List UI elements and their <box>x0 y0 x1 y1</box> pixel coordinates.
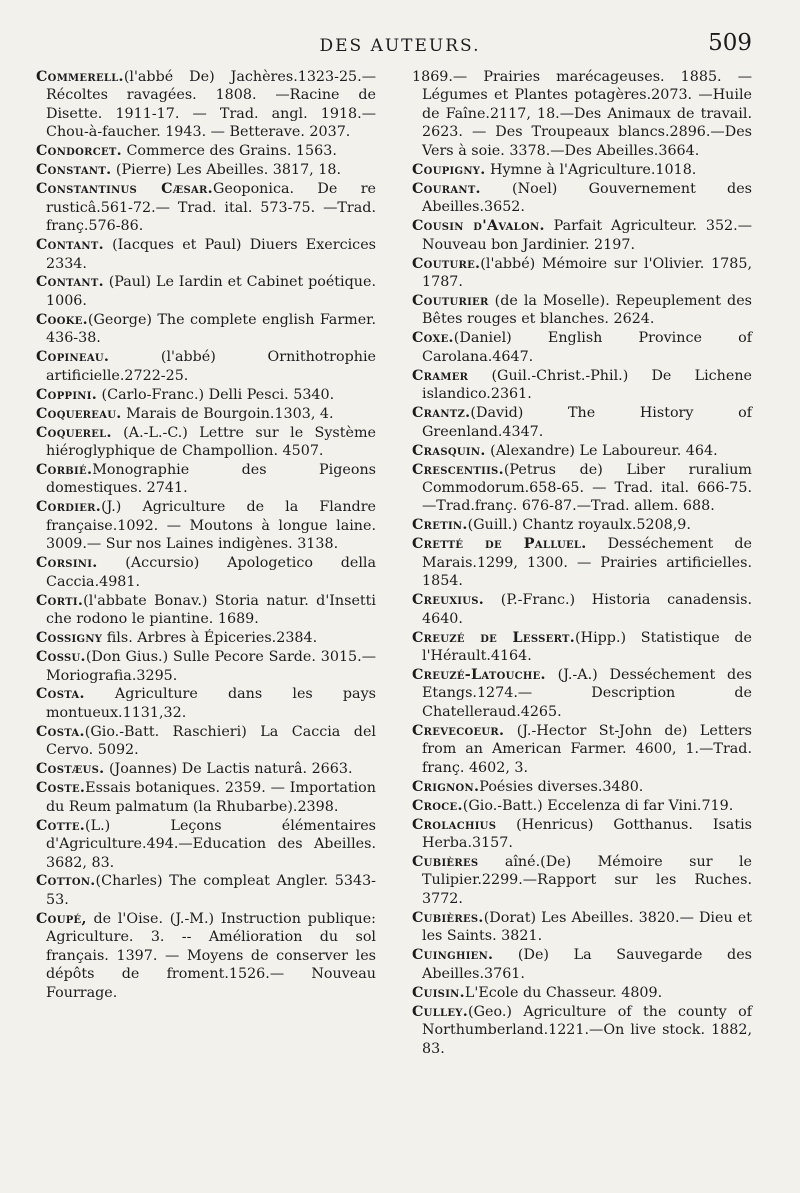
index-entry <box>412 909 752 946</box>
index-entry <box>36 872 376 909</box>
author-name: Croce. <box>412 797 463 814</box>
author-name: Culley. <box>412 1003 469 1020</box>
author-name: Cubières. <box>412 909 484 926</box>
index-entry <box>412 853 752 908</box>
entry-text: Desséchement de Marais.1299, 1300. — Prairies artificielles. 1854. <box>422 536 752 590</box>
entry-text: (A.-L.-C.) Lettre sur le Système hiéroglyphique de Champollion. 4507. <box>46 424 376 460</box>
entry-text: fils. Arbres à Épiceries.2384. <box>102 630 318 647</box>
entry-text: Geoponica. De re rusticâ.561-72.— Trad. ital. 573-75. —Trad. franç.576-86. <box>46 181 376 235</box>
index-entry <box>412 629 752 666</box>
entry-text: (Charles) The compleat Angler. 5343-53. <box>46 873 376 908</box>
entry-text: (De) La Sauvegarde des Abeilles.3761. <box>422 947 752 982</box>
entry-text: (Joannes) De Lactis naturâ. 2663. <box>104 761 353 778</box>
index-entry <box>36 498 376 553</box>
index-entry <box>412 591 752 628</box>
entry-text: (l'abbé) Ornithotrophie artificielle.2722-25. <box>46 349 376 384</box>
entry-text: (Guill.) Chantz royaulx.5208,9. <box>467 517 691 534</box>
author-name: Cotte. <box>36 817 86 834</box>
entry-text: de l'Oise. (J.-M.) Instruction publique: Agriculture. 3. -- Amélioration du sol français. 1397. — Moyens de conserver les dépôts de froment.1526.— Nouveau Fourrage. <box>46 910 376 1001</box>
entry-text: (Geo.) Agriculture of the county of Northumberland.1221.—On live stock. 1882, 83. <box>422 1003 752 1057</box>
author-name: Crolachius <box>412 816 497 833</box>
author-name: Cousin d'Avalon. <box>412 218 545 235</box>
index-entry <box>412 1003 752 1058</box>
index-entry <box>36 723 376 760</box>
author-name: Couture. <box>412 255 481 272</box>
author-name: Coupé, <box>36 910 87 927</box>
page-number: 509 <box>708 30 752 56</box>
running-head: DES AUTEURS. <box>319 36 481 56</box>
author-name: Cooke. <box>36 311 88 328</box>
author-name: Costa. <box>36 686 85 703</box>
entry-text: (Don Gius.) Sulle Pecore Sarde. 3015.—Moriografia.3295. <box>46 649 376 684</box>
entry-text: (Gio.-Batt. Raschieri) La Caccia del Cervo. 5092. <box>46 723 376 759</box>
author-name: Cotton. <box>36 873 96 890</box>
index-entry <box>36 273 376 310</box>
index-entry <box>36 68 376 142</box>
index-entry <box>36 386 376 404</box>
entry-text: (J.-A.) Desséchement des Etangs.1274.— Description de Chatelleraud.4265. <box>422 667 752 720</box>
author-name: Cuisin. <box>412 984 465 1001</box>
entry-text: (Accursio) Apologetico della Caccia.4981. <box>46 555 376 590</box>
entry-text: (Noel) Gouvernement des Abeilles.3652. <box>422 180 752 216</box>
author-name: Crasquin. <box>412 442 486 459</box>
left-column <box>36 68 376 1003</box>
author-name: Cordier. <box>36 499 102 516</box>
entry-text: (l'abbé) Mémoire sur l'Olivier. 1785, 1787. <box>422 255 752 290</box>
author-name: Coste. <box>36 780 86 797</box>
author-name: Creuzé de Lessert. <box>412 629 576 646</box>
author-name: Cossu. <box>36 649 86 666</box>
entry-text: (Alexandre) Le Laboureur. 464. <box>485 442 718 459</box>
index-entry <box>36 592 376 629</box>
index-entry <box>36 760 376 778</box>
index-entry <box>412 217 752 254</box>
entry-text: (Hipp.) Statistique de l'Hérault.4164. <box>422 629 752 665</box>
entry-text: (L.) Leçons élémentaires d'Agriculture.494.—Education des Abeilles. 3682, 83. <box>46 817 376 871</box>
author-name: Corsini. <box>36 555 98 572</box>
author-name: Copineau. <box>36 349 110 366</box>
index-entry <box>36 424 376 461</box>
author-name: Cretté de Palluel. <box>412 536 587 553</box>
index-entry <box>36 554 376 591</box>
entry-text: (Carlo-Franc.) Delli Pesci. 5340. <box>97 386 335 403</box>
entry-text: Parfait Agriculteur. 352.—Nouveau bon Jardinier. 2197. <box>422 218 752 253</box>
author-name: Crantz. <box>412 405 471 422</box>
entry-text: (J.) Agriculture de la Flandre française.1092. — Moutons à longue laine. 3009.— Sur nos Laines indigènes. 3138. <box>46 499 376 553</box>
author-name: Coquereau. <box>36 405 122 422</box>
author-name: Contant. <box>36 237 104 254</box>
index-entry <box>412 292 752 329</box>
author-name: Creuxius. <box>412 592 485 609</box>
index-entry <box>36 142 376 160</box>
author-name: Constant. <box>36 162 112 179</box>
index-entry <box>412 255 752 292</box>
index-entry <box>412 161 752 179</box>
author-name: Constantinus Cæsar. <box>36 181 213 198</box>
author-name: Cuinghien. <box>412 947 494 964</box>
entry-text: (Daniel) English Province of Carolana.4647. <box>422 330 752 365</box>
entry-text: (George) The complete english Farmer. 436-38. <box>46 311 376 347</box>
index-entry <box>36 348 376 385</box>
entry-text: (David) The History of Greenland.4347. <box>422 405 752 440</box>
entry-text: (Henricus) Gotthanus. Isatis Herba.3157. <box>422 816 752 852</box>
index-entry <box>412 461 752 516</box>
entry-text: (Gio.-Batt.) Eccelenza di far Vini.719. <box>462 797 734 814</box>
entry-text: (P.-Franc.) Historia canadensis. 4640. <box>422 592 752 627</box>
author-name: Coxe. <box>412 330 454 347</box>
author-name: Coppini. <box>36 386 98 403</box>
index-entry <box>36 685 376 722</box>
entry-text: Poésies diverses.3480. <box>479 778 644 795</box>
author-name: Crevecoeur. <box>412 722 505 739</box>
author-name: Costæus. <box>36 761 105 778</box>
index-entry <box>412 442 752 460</box>
entry-text: Hymne à l'Agriculture.1018. <box>485 161 697 178</box>
index-entry <box>412 535 752 590</box>
entry-text: Essais botaniques. 2359. — Importation du Reum palmatum (la Rhubarbe).2398. <box>46 780 376 815</box>
author-name: Coupigny. <box>412 161 486 178</box>
index-entry <box>36 180 376 235</box>
index-entry <box>412 68 752 160</box>
index-entry <box>412 778 752 796</box>
index-entry <box>36 236 376 273</box>
entry-text: (Paul) Le Iardin et Cabinet poétique. 1006. <box>46 274 376 309</box>
entry-text: Monographie des Pigeons domestiques. 2741. <box>46 462 376 497</box>
entry-text: (Pierre) Les Abeilles. 3817, 18. <box>111 162 341 179</box>
entry-text: Marais de Bourgoin.1303, 4. <box>121 405 334 422</box>
entry-text: (Petrus de) Liber ruralium Commodorum.658-65. — Trad. ital. 666-75.—Trad.franç. 676-87.—Trad. allem. 688. <box>422 461 752 515</box>
author-name: Costa. <box>36 723 85 740</box>
right-column <box>412 68 752 1059</box>
author-name: Corti. <box>36 592 84 609</box>
index-entry <box>412 367 752 404</box>
index-entry <box>36 648 376 685</box>
index-entry <box>36 161 376 179</box>
author-name: Coquerel. <box>36 424 112 441</box>
index-entry <box>412 666 752 721</box>
index-entry <box>36 779 376 816</box>
index-entry <box>412 404 752 441</box>
entry-text: Commerce des Grains. 1563. <box>121 143 337 160</box>
author-name: Cubières <box>412 854 479 871</box>
author-name: Cramer <box>412 367 469 384</box>
author-name: Condorcet. <box>36 143 122 160</box>
author-name: Commerell. <box>36 69 124 85</box>
index-entry <box>412 722 752 777</box>
index-entry <box>412 180 752 217</box>
entry-text: (de la Moselle). Repeuplement des Bêtes rouges et blanches. 2624. <box>422 292 752 328</box>
entry-text: (Guil.-Christ.-Phil.) De Lichene islandico.2361. <box>422 367 752 403</box>
author-name: Couturier <box>412 292 489 309</box>
author-name: Courant. <box>412 180 481 197</box>
index-entry <box>36 629 376 647</box>
author-name: Crignon. <box>412 778 480 795</box>
index-entry <box>412 797 752 815</box>
index-entry <box>36 461 376 498</box>
index-entry <box>36 405 376 423</box>
index-entry <box>36 910 376 1002</box>
entry-text: (Dorat) Les Abeilles. 3820.— Dieu et les Saints. 3821. <box>422 909 752 945</box>
index-entry <box>412 329 752 366</box>
author-name: Cretin. <box>412 517 468 534</box>
index-entry <box>412 984 752 1002</box>
index-entry <box>412 946 752 983</box>
entry-text: (J.-Hector St-John de) Letters from an American Farmer. 4600, 1.—Trad. franç. 4602, 3. <box>422 722 752 776</box>
author-name: Contant. <box>36 274 104 291</box>
entry-text: aîné.(De) Mémoire sur le Tulipier.2299.—Rapport sur les Ruches. 3772. <box>422 854 752 907</box>
index-entry <box>412 516 752 534</box>
index-entry <box>412 816 752 853</box>
entry-text: 1869.— Prairies marécageuses. 1885. —Légumes et Plantes potagères.2073. —Huile de Faîne.2117, 18.—Des Animaux de travail. 2623. — Des Troupeaux blancs.2896.—Des Vers à soie. 3378.—Des Abeilles.3664. <box>412 69 752 159</box>
entry-text: Agriculture dans les pays montueux.1131,32. <box>46 686 376 721</box>
entry-text: (Iacques et Paul) Diuers Exercices 2334. <box>46 237 376 272</box>
author-name: Creuzé-Latouche. <box>412 667 546 683</box>
entry-text: (l'abbé De) Jachères.1323-25.— Récoltes ravagées. 1808. —Racine de Disette. 1911-17. — Trad. angl. 1918.— Chou-à-faucher. 1943. — Betterave. 2037. <box>46 69 376 141</box>
entry-text: (l'abbate Bonav.) Storia natur. d'Insetti che rodono le piantine. 1689. <box>46 592 376 628</box>
entry-text: L'Ecole du Chasseur. 4809. <box>464 984 663 1001</box>
index-entry <box>36 817 376 872</box>
author-name: Corbié. <box>36 462 93 479</box>
author-name: Crescentiis. <box>412 461 504 478</box>
author-name: Cossigny <box>36 630 103 647</box>
index-entry <box>36 311 376 348</box>
